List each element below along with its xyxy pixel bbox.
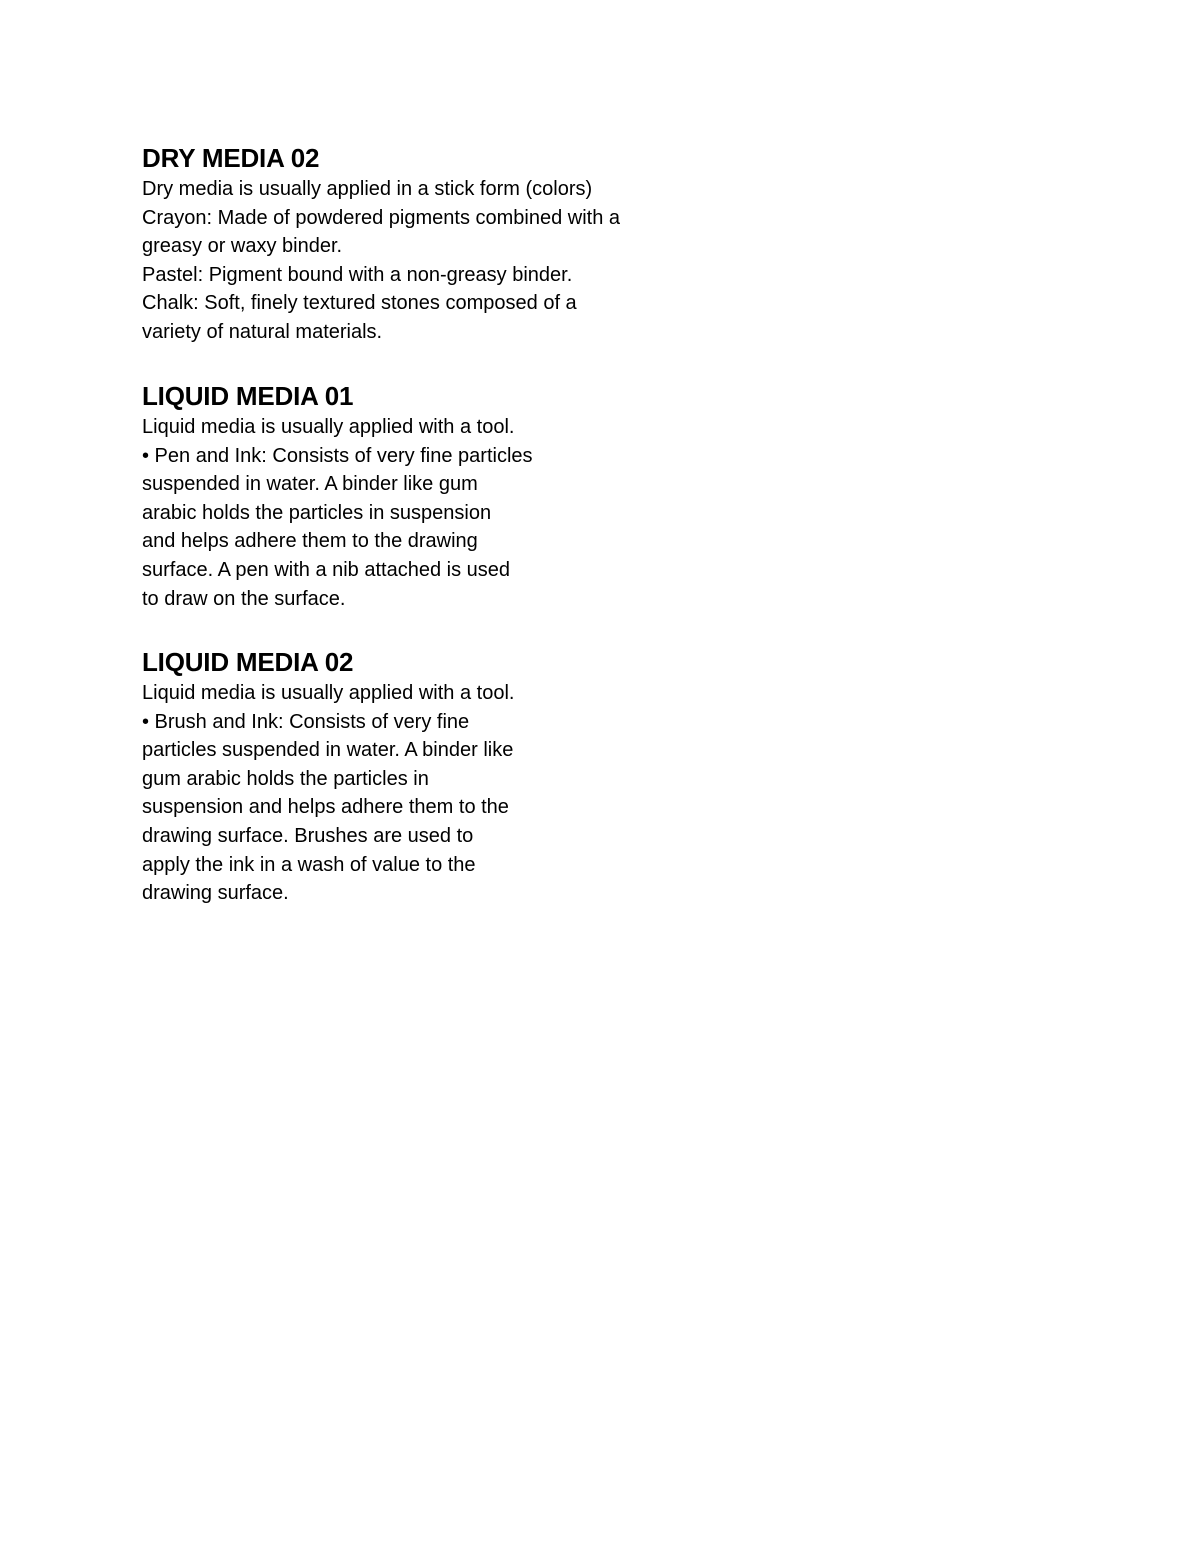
- body-line: drawing surface.: [142, 882, 289, 905]
- body-line: greasy or waxy binder.: [142, 235, 343, 258]
- body-line: Liquid media is usually applied with a tool.: [142, 416, 515, 438]
- section-heading: DRY MEDIA 02: [142, 143, 320, 173]
- body-line: • Pen and Ink: Consists of very fine particles: [142, 444, 533, 467]
- section-liquid-media-02: [142, 645, 782, 908]
- body-line: drawing surface. Brushes are used to: [142, 824, 474, 847]
- body-line: apply the ink in a wash of value to the: [142, 853, 476, 876]
- section-dry-media-02: [142, 141, 782, 347]
- body-line: surface. A pen with a nib attached is used: [142, 558, 511, 581]
- body-line: Chalk: Soft, finely textured stones composed of a: [142, 292, 577, 315]
- body-line: particles suspended in water. A binder like: [142, 739, 514, 762]
- section-heading: LIQUID MEDIA 01: [142, 381, 354, 411]
- body-line: suspension and helps adhere them to the: [142, 796, 509, 819]
- body-line: Pastel: Pigment bound with a non-greasy binder.: [142, 263, 573, 286]
- body-line: variety of natural materials.: [142, 320, 383, 343]
- body-line: to draw on the surface.: [142, 587, 346, 610]
- body-line: Crayon: Made of powdered pigments combined with a: [142, 206, 621, 229]
- section-heading: LIQUID MEDIA 02: [142, 647, 354, 677]
- body-line: gum arabic holds the particles in: [142, 767, 429, 790]
- body-line: • Brush and Ink: Consists of very fine: [142, 710, 470, 733]
- body-line: Liquid media is usually applied with a tool.: [142, 682, 515, 704]
- body-line: arabic holds the particles in suspension: [142, 501, 492, 524]
- body-line: and helps adhere them to the drawing: [142, 530, 478, 553]
- body-line: suspended in water. A binder like gum: [142, 473, 478, 496]
- section-liquid-media-01: [142, 379, 782, 613]
- body-line: Dry media is usually applied in a stick form (colors): [142, 178, 593, 200]
